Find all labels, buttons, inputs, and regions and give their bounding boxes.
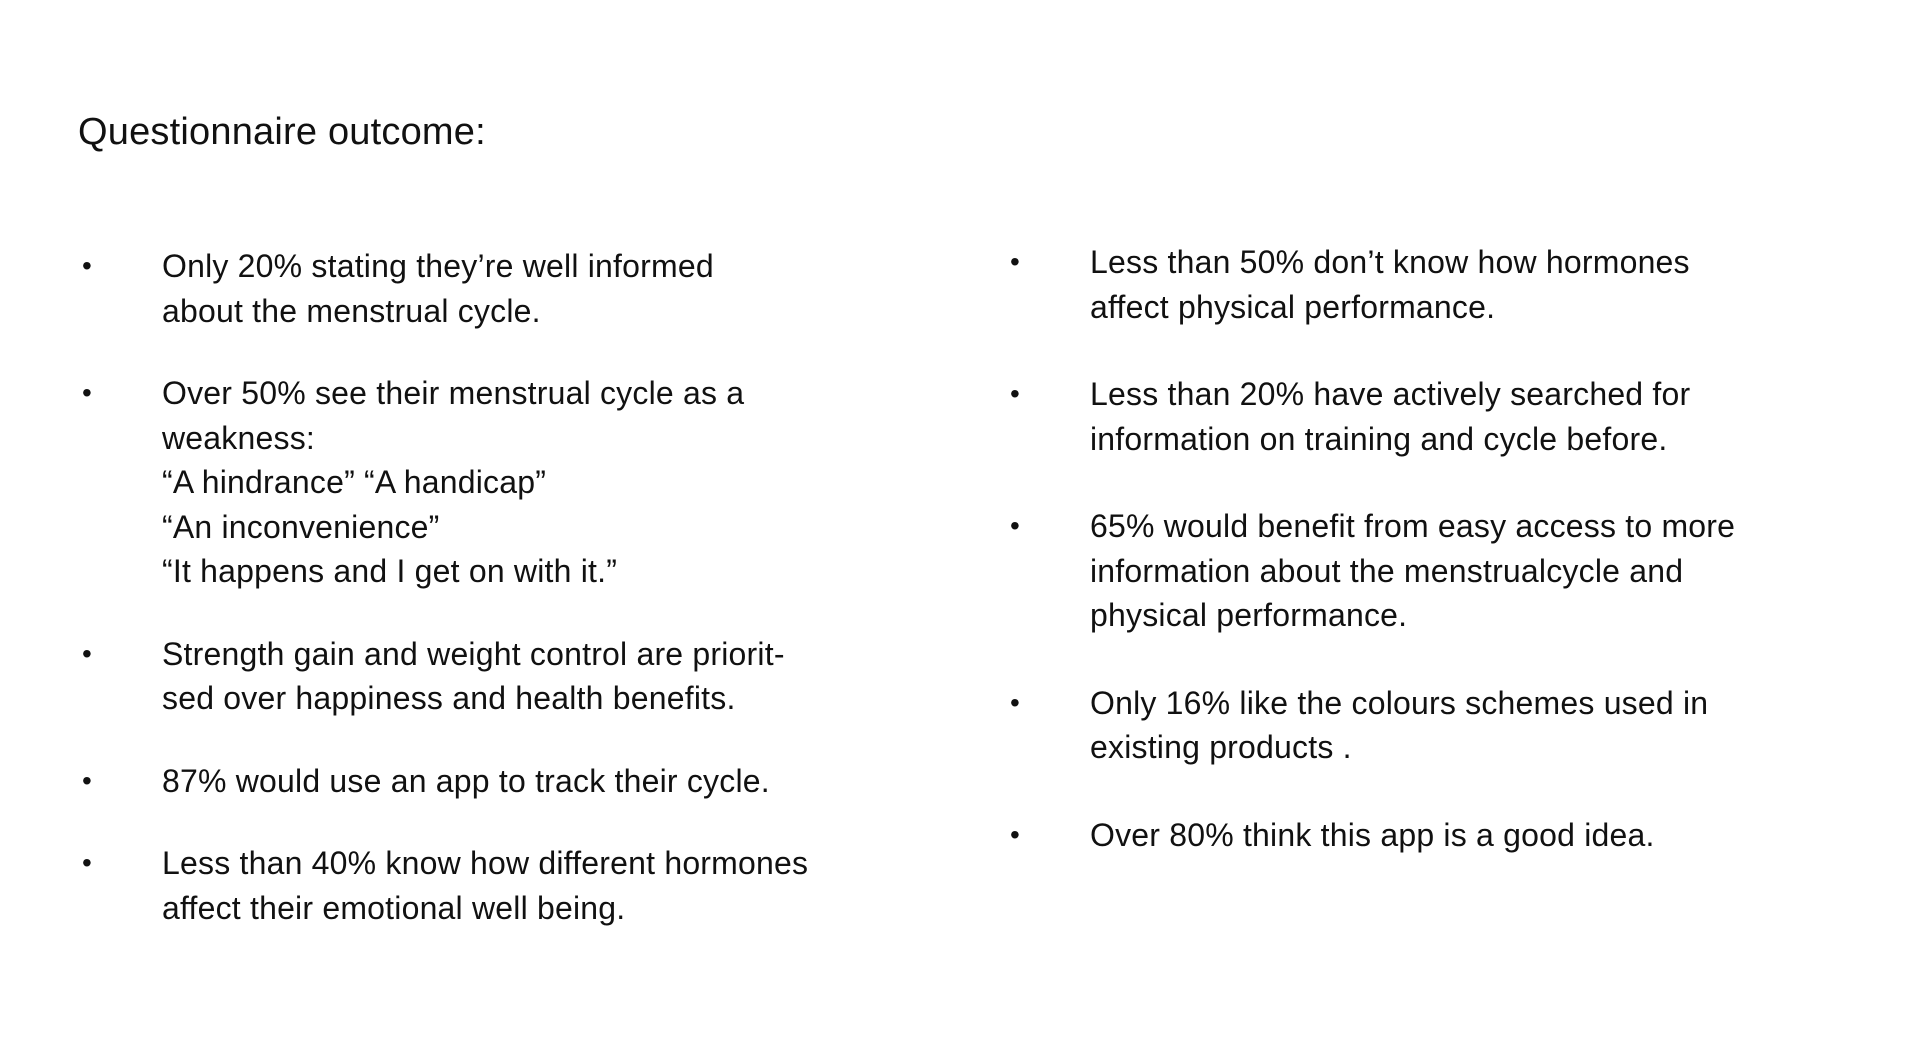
- list-item: [1006, 504, 1866, 638]
- item-text-line: sed over happiness and health benefits.: [162, 680, 736, 716]
- list-item: [1006, 372, 1866, 461]
- list-item: [1006, 813, 1866, 858]
- bullet-icon: •: [1010, 818, 1021, 850]
- list-item: [1006, 240, 1866, 329]
- item-text-line: Only 20% stating they’re well informed: [162, 248, 714, 284]
- item-text-line: about the menstrual cycle.: [162, 292, 541, 329]
- item-text-line: 65% would benefit from easy access to more: [1090, 508, 1736, 544]
- bullet-icon: •: [1010, 686, 1021, 718]
- list-item: [78, 244, 898, 333]
- item-text-line: Over 50% see their menstrual cycle as a: [162, 375, 745, 411]
- bullet-icon: •: [1010, 510, 1021, 541]
- item-text-line: Less than 20% have actively searched for: [1090, 376, 1691, 412]
- bullet-icon: •: [82, 250, 93, 281]
- right-findings-list: [1006, 240, 1866, 900]
- item-text-line: information on training and cycle before.: [1090, 420, 1668, 457]
- item-text-line: affect their emotional well being.: [162, 889, 626, 926]
- page-title: Questionnaire outcome:: [78, 111, 486, 153]
- list-item: [1006, 681, 1866, 770]
- item-text-line: weakness:: [162, 419, 315, 456]
- item-quote-line: “It happens and I get on with it.”: [162, 553, 618, 589]
- item-text-line: information about the menstrualcycle and: [1090, 552, 1684, 589]
- item-text-line: affect physical performance.: [1090, 288, 1496, 325]
- bullet-icon: •: [82, 847, 93, 878]
- item-text-line: 87% would use an app to track their cycle.: [162, 762, 770, 799]
- bullet-icon: •: [1010, 246, 1021, 277]
- item-quote-line: “A hindrance” “A handicap”: [162, 464, 547, 500]
- item-text-line: Less than 50% don’t know how hormones: [1090, 244, 1690, 280]
- item-text-line: physical performance.: [1090, 597, 1408, 633]
- left-findings-list: [78, 244, 898, 968]
- bullet-icon: •: [82, 637, 93, 669]
- item-text-line: existing products .: [1090, 729, 1352, 765]
- item-text-line: Over 80% think this app is a good idea.: [1090, 816, 1655, 853]
- item-quote-line: “An inconvenience”: [162, 508, 440, 545]
- item-text-line: Strength gain and weight control are priorit-: [162, 635, 785, 672]
- list-item: [78, 841, 898, 930]
- list-item: [78, 371, 898, 594]
- list-item: [78, 759, 898, 804]
- bullet-icon: •: [1010, 378, 1021, 409]
- item-text-line: Only 16% like the colours schemes used in: [1090, 684, 1709, 721]
- bullet-icon: •: [82, 764, 93, 796]
- item-text-line: Less than 40% know how different hormones: [162, 845, 809, 881]
- bullet-icon: •: [82, 377, 93, 408]
- list-item: [78, 632, 898, 721]
